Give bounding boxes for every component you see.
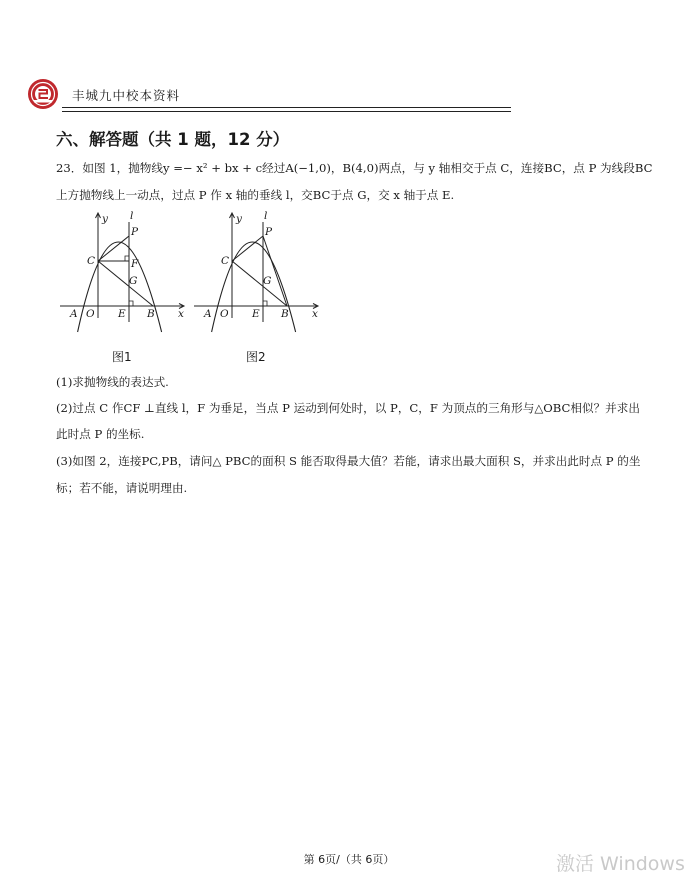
- question-3-line-2: 标；若不能，请说明理由.: [56, 481, 188, 495]
- header-rule: [62, 107, 511, 108]
- question-2-line-1: (2)过点 C 作CF ⊥直线 l，F 为垂足，当点 P 运动到何处时，以 P，C，F 为顶点的三角形与△OBC相似？并求出: [56, 401, 640, 415]
- question-3-line-1: (3)如图 2，连接PC,PB，请问△ PBC的面积 S 能否取得最大值？若能，请求出最大面积 S，并求出此时点 P 的坐: [56, 454, 641, 468]
- label-e: E: [118, 308, 126, 320]
- label-g: G: [263, 275, 272, 287]
- label-f: F: [131, 258, 139, 270]
- label-o: O: [220, 308, 229, 320]
- label-y: y: [102, 213, 108, 225]
- figure-2: [192, 210, 322, 322]
- label-l: l: [264, 210, 268, 222]
- label-x: x: [178, 308, 184, 320]
- label-a: A: [70, 308, 78, 320]
- right-angle-e: [263, 301, 267, 306]
- label-c: C: [221, 255, 230, 267]
- segment-pb: [263, 236, 287, 306]
- page-footer: 第 6页/（共 6页）: [303, 853, 395, 866]
- label-x: x: [312, 308, 318, 320]
- school-logo: [27, 78, 59, 110]
- label-g: G: [129, 275, 138, 287]
- label-p: P: [265, 226, 273, 238]
- label-a: A: [204, 308, 212, 320]
- segment-bc: [98, 261, 153, 306]
- question-2-line-2: 此时点 P 的坐标.: [56, 427, 145, 441]
- label-e: E: [252, 308, 260, 320]
- problem-statement-line-1: 23．如图 1，抛物线y =− x² + bx + c经过A(−1,0)，B(4,0)两点，与 y 轴相交于点 C，连接BC，点 P 为线段BC: [56, 161, 653, 175]
- label-b: B: [147, 308, 155, 320]
- label-b: B: [281, 308, 289, 320]
- activation-watermark: 激活 Windows: [556, 853, 685, 875]
- section-title: 六、解答题（共 1 题，12 分）: [56, 130, 290, 149]
- right-angle-e: [129, 301, 133, 306]
- segment-pc: [232, 236, 263, 261]
- figure-1-caption: 图1: [112, 350, 132, 364]
- header-rule-thin: [62, 111, 511, 112]
- label-p: P: [131, 226, 139, 238]
- label-o: O: [86, 308, 95, 320]
- school-name: 丰城九中校本资料: [72, 88, 181, 103]
- figure-2-caption: 图2: [246, 350, 266, 364]
- label-c: C: [87, 255, 96, 267]
- figure-1: [58, 210, 188, 322]
- segment-bc: [232, 261, 287, 306]
- right-angle-f: [125, 256, 129, 261]
- label-y: y: [236, 213, 242, 225]
- segment-cp: [98, 236, 129, 261]
- question-1: (1)求抛物线的表达式.: [56, 375, 169, 389]
- problem-statement-line-2: 上方抛物线上一动点，过点 P 作 x 轴的垂线 l，交BC于点 G，交 x 轴于点 E.: [56, 188, 455, 202]
- label-l: l: [130, 210, 134, 222]
